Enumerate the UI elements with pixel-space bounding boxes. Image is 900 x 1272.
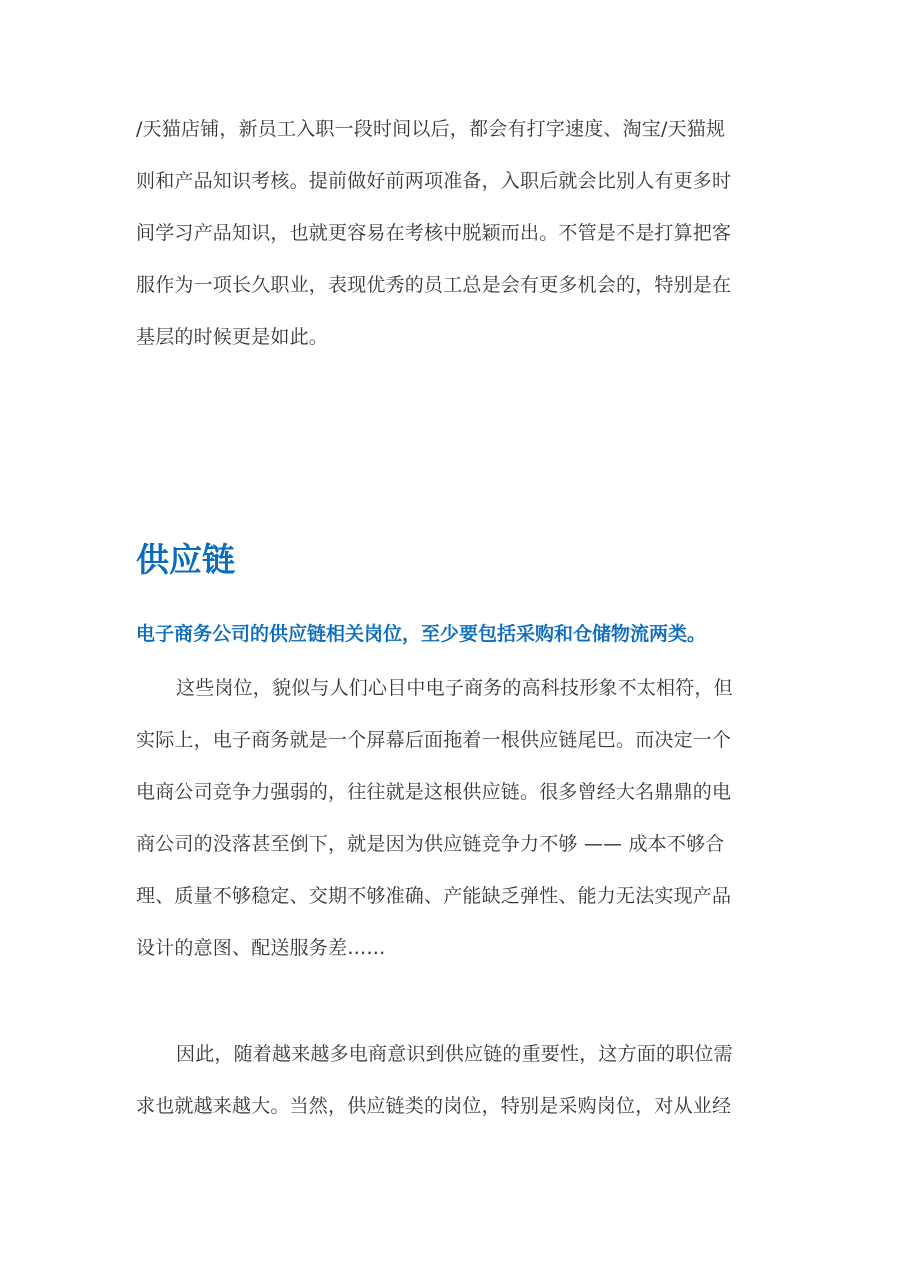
paragraph-line: 设计的意图、配送服务差……: [136, 937, 386, 959]
paragraph-line: 服作为一项长久职业，表现优秀的员工总是会有更多机会的，特别是在: [136, 274, 732, 296]
paragraph-customer-service: [136, 103, 768, 363]
paragraph-supply-chain-intro: [136, 662, 768, 974]
section-title: 供应链: [136, 540, 235, 579]
paragraph-line: 这些岗位，貌似与人们心目中电子商务的高科技形象不太相符，但: [176, 677, 733, 699]
section-lead: 电子商务公司的供应链相关岗位，至少要包括采购和仓储物流两类。: [136, 623, 707, 645]
paragraph-line: 商公司的没落甚至倒下，就是因为供应链竞争力不够 —— 成本不够合: [136, 833, 725, 855]
paragraph-line: 因此，随着越来越多电商意识到供应链的重要性，这方面的职位需: [176, 1043, 733, 1065]
paragraph-line: 电商公司竞争力强弱的，往往就是这根供应链。很多曾经大名鼎鼎的电: [136, 781, 732, 803]
paragraph-line: /天猫店铺，新员工入职一段时间以后，都会有打字速度、淘宝/天猫规: [136, 118, 726, 140]
paragraph-line: 实际上，电子商务就是一个屏幕后面拖着一根供应链尾巴。而决定一个: [136, 729, 732, 751]
paragraph-supply-chain-demand: [136, 1028, 768, 1132]
paragraph-line: 求也就越来越大。当然，供应链类的岗位，特别是采购岗位，对从业经: [136, 1095, 732, 1117]
paragraph-line: 基层的时候更是如此。: [136, 326, 329, 348]
paragraph-line: 则和产品知识考核。提前做好前两项准备，入职后就会比别人有更多时: [136, 170, 732, 192]
paragraph-line: 间学习产品知识，也就更容易在考核中脱颖而出。不管是不是打算把客: [136, 222, 732, 244]
paragraph-line: 理、质量不够稳定、交期不够准确、产能缺乏弹性、能力无法实现产品: [136, 885, 732, 907]
